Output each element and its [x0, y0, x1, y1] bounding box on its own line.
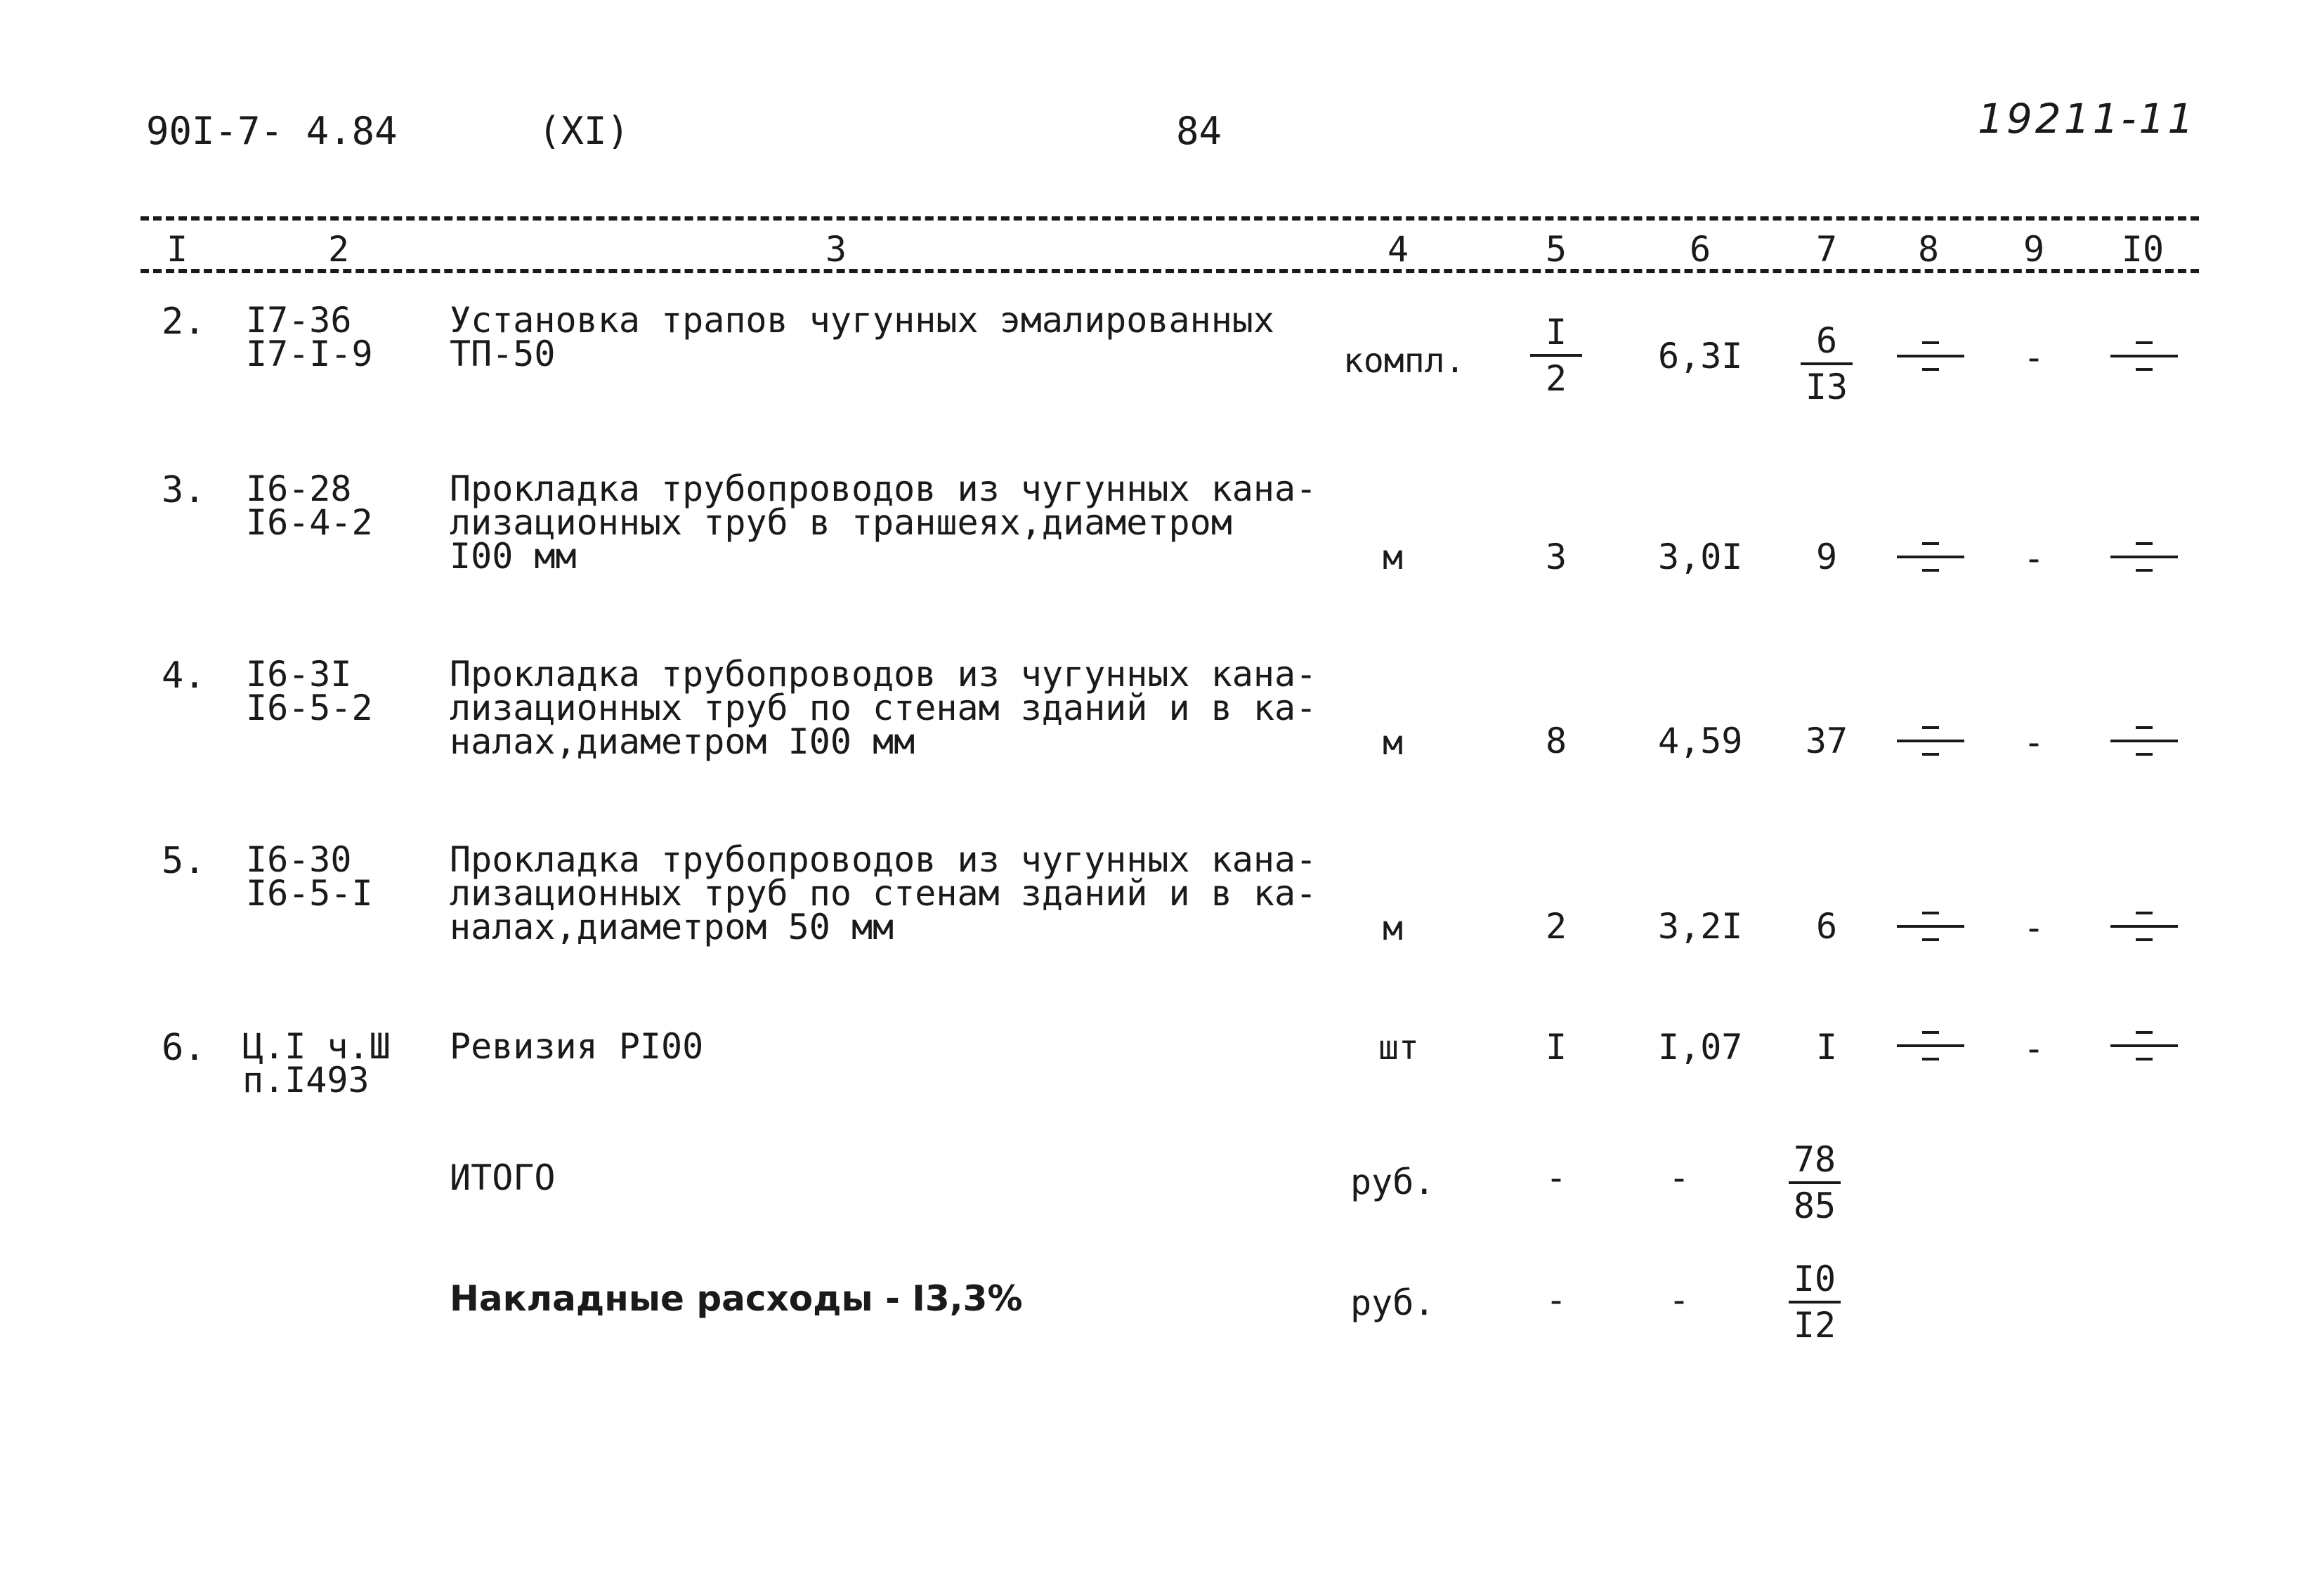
- column-header: 6: [1689, 229, 1711, 270]
- overhead-cost-fraction: [1776, 1259, 1853, 1346]
- inventory-number: 19211-11: [1978, 95, 2197, 143]
- column-9-value: -: [2023, 337, 2045, 378]
- quantity: 8: [1545, 721, 1567, 761]
- column-header: 8: [1917, 229, 1940, 270]
- column-header: 3: [825, 229, 847, 270]
- rate-code: I6-3I: [246, 654, 352, 695]
- empty-fraction-mark: [1895, 723, 1966, 759]
- quantity: 3: [1545, 537, 1567, 577]
- unit: м: [1383, 538, 1403, 577]
- unit-price: 3,0I: [1658, 537, 1743, 577]
- column-9-value: -: [2023, 1028, 2045, 1069]
- empty-fraction-mark: [2109, 1028, 2179, 1063]
- rate-code: I7-36: [246, 300, 352, 341]
- document-code: 90I-7- 4.84: [146, 109, 398, 153]
- empty-fraction-mark: [1895, 539, 1966, 574]
- total-quantity: -: [1545, 1157, 1567, 1198]
- column-header: I0: [2121, 229, 2165, 270]
- row-number: 5.: [162, 840, 206, 882]
- unit: м: [1383, 723, 1403, 763]
- row-number: 4.: [162, 655, 206, 697]
- rate-code: Ц.I ч.Ш: [242, 1026, 391, 1067]
- overhead-quantity: -: [1545, 1280, 1567, 1320]
- fraction-bar: [1789, 1181, 1841, 1184]
- section-label: (XI): [538, 109, 630, 153]
- column-9-value: -: [2023, 538, 2045, 579]
- column-header: 2: [327, 229, 350, 270]
- work-description: Ревизия PI00: [450, 1026, 704, 1067]
- cost-bottom: I3: [1805, 367, 1848, 407]
- empty-fraction-mark: [2109, 339, 2179, 374]
- fraction-bar: [1801, 362, 1853, 365]
- total-cost-fraction: [1776, 1139, 1853, 1226]
- column-9-value: -: [2023, 907, 2045, 948]
- column-header: 4: [1387, 229, 1409, 270]
- quantity-top: I: [1545, 312, 1567, 353]
- unit-price: 6,3I: [1658, 336, 1743, 376]
- cost: I: [1815, 1027, 1838, 1068]
- total-price: -: [1668, 1157, 1690, 1198]
- cost: 37: [1805, 721, 1848, 761]
- column-header: I: [166, 229, 188, 270]
- overhead-label: Накладные расходы - I3,3%: [450, 1278, 1023, 1319]
- rate-code-secondary: I6-5-I: [246, 873, 373, 914]
- total-label: ИТОГО: [450, 1157, 556, 1198]
- empty-fraction-mark: [1895, 1028, 1966, 1063]
- cost-fraction: [1788, 320, 1865, 407]
- work-description: Установка трапов чугунных эмалированных ТП-50: [450, 300, 1274, 374]
- column-header: 7: [1815, 229, 1838, 270]
- empty-fraction-mark: [2109, 909, 2179, 944]
- overhead-cost-bottom: I2: [1793, 1305, 1836, 1346]
- empty-fraction-mark: [2109, 539, 2179, 574]
- rate-code-secondary: I6-4-2: [246, 502, 373, 543]
- work-description: Прокладка трубопроводов из чугунных кана- лизационных труб в траншеях,диаметром I00 мм: [450, 468, 1317, 577]
- fraction-bar: [1789, 1301, 1841, 1304]
- rate-code-secondary: I6-5-2: [246, 688, 373, 728]
- page-number: 84: [1176, 109, 1222, 153]
- rate-code: I6-28: [246, 468, 352, 509]
- rate-code-secondary: п.I493: [242, 1060, 370, 1101]
- total-unit: руб.: [1350, 1162, 1435, 1202]
- work-description: Прокладка трубопроводов из чугунных кана- лизационных труб по стенам зданий и в ка- налах,диаметром 50 мм: [450, 839, 1317, 947]
- cost: 6: [1815, 906, 1838, 947]
- quantity-bottom: 2: [1545, 358, 1567, 399]
- empty-fraction-mark: [2109, 723, 2179, 759]
- unit-price: 3,2I: [1658, 906, 1743, 947]
- overhead-cost-top: I0: [1793, 1259, 1836, 1299]
- overhead-price: -: [1668, 1280, 1690, 1320]
- rate-code-secondary: I7-I-9: [246, 334, 373, 374]
- header-top-rule: [141, 216, 2199, 221]
- rate-code: I6-30: [246, 839, 352, 880]
- overhead-unit: руб.: [1350, 1282, 1435, 1323]
- empty-fraction-mark: [1895, 909, 1966, 944]
- header-bottom-rule: [141, 269, 2199, 273]
- fraction-bar: [1530, 354, 1582, 357]
- row-number: 2.: [162, 301, 206, 343]
- column-header: 9: [2023, 229, 2045, 270]
- column-header: 5: [1545, 229, 1567, 270]
- work-description: Прокладка трубопроводов из чугунных кана- лизационных труб по стенам зданий и в ка- налах,диаметром I00 мм: [450, 654, 1317, 762]
- unit: м: [1383, 909, 1403, 948]
- quantity: I: [1545, 1027, 1567, 1068]
- quantity-fraction: [1517, 312, 1595, 399]
- unit-price: I,07: [1658, 1027, 1743, 1068]
- total-cost-bottom: 85: [1793, 1186, 1836, 1226]
- unit: шт: [1378, 1028, 1419, 1068]
- cost: 9: [1815, 537, 1838, 577]
- unit-price: 4,59: [1658, 721, 1743, 761]
- column-9-value: -: [2023, 722, 2045, 763]
- cost-top: 6: [1815, 320, 1838, 361]
- total-cost-top: 78: [1793, 1139, 1836, 1180]
- row-number: 6.: [162, 1027, 206, 1069]
- row-number: 3.: [162, 469, 206, 511]
- quantity: 2: [1545, 906, 1567, 947]
- unit: компл.: [1343, 341, 1465, 381]
- empty-fraction-mark: [1895, 339, 1966, 374]
